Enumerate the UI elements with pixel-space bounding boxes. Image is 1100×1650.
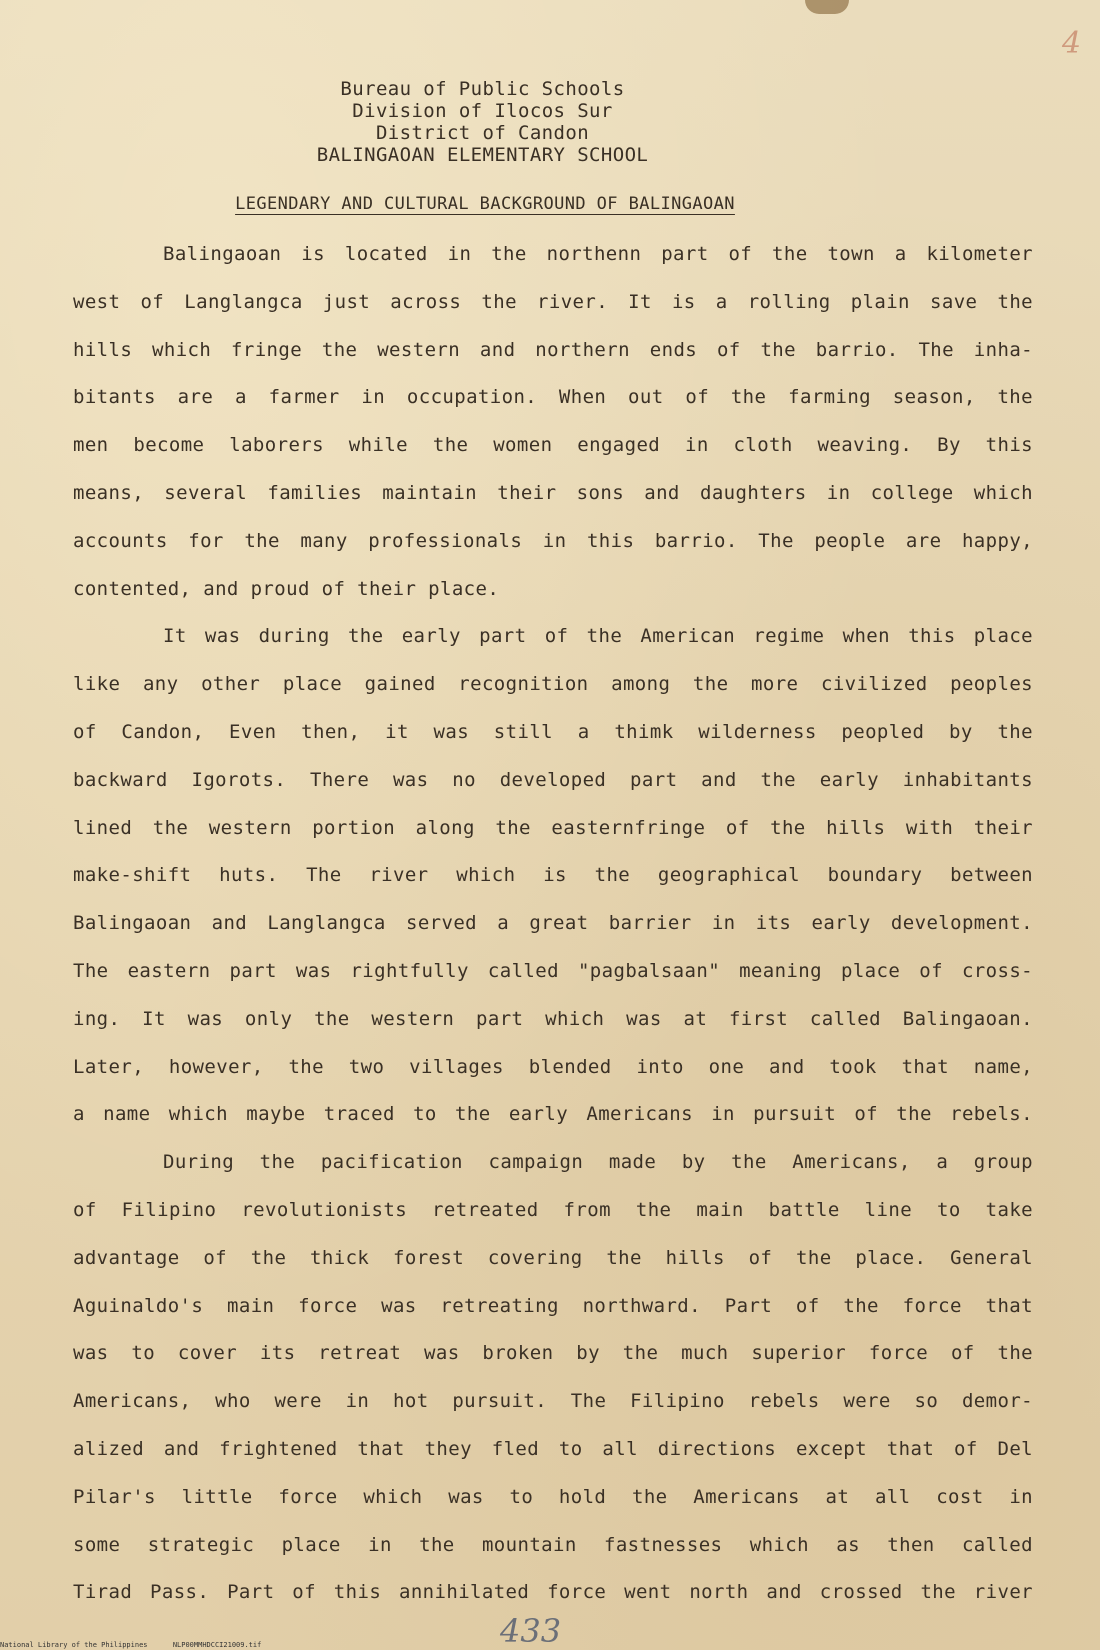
text-line: bitants are a farmer in occupation. When out of the farming season, the [73,386,1033,409]
paragraph [73,1151,1033,1629]
text-line: Balingaoan is located in the northenn part of the town a kilometer [163,243,1033,265]
text-line: alized and frightened that they fled to all directions except that of Del [73,1437,1033,1460]
footer-file-id: NLP00MMHDCCI21009.tif [172,1641,262,1649]
text-line: The eastern part was rightfully called "pagbalsaan" meaning place of cross- [73,959,1033,982]
document-header [180,78,785,166]
text-line: lined the western portion along the easternfringe of the hills with their [73,816,1033,839]
text-line: make-shift huts. The river which is the geographical boundary between [73,864,1033,887]
archive-footer [0,1641,261,1649]
header-line-district: District of Candon [375,122,590,144]
text-line: Balingaoan and Langlangca served a great barrier in its early development. [73,912,1033,935]
handwritten-page-number: 433 [500,1612,562,1650]
paper-stain [805,0,849,14]
paragraph [73,243,1033,625]
text-line: It was during the early part of the American regime when this place [163,625,1033,648]
text-line: men become laborers while the women engaged in cloth weaving. By this [73,434,1033,457]
text-line: Pilar's little force which was to hold the Americans at all cost in [73,1485,1033,1508]
header-line-division: Division of Ilocos Sur [352,100,613,122]
text-line: some strategic place in the mountain fastnesses which as then called [73,1533,1033,1556]
text-line: hills which fringe the western and northern ends of the barrio. The inha- [73,338,1033,361]
document-title: LEGENDARY AND CULTURAL BACKGROUND OF BALINGAOAN [235,194,735,214]
text-line: contented, and proud of their place. [73,577,500,600]
header-line-school: BALINGAOAN ELEMENTARY SCHOOL [316,144,649,166]
text-line: ing. It was only the western part which was at first called Balingaoan. [73,1007,1033,1030]
text-line: like any other place gained recognition among the more civilized peoples [73,673,1033,696]
text-line: of Candon, Even then, it was still a thimk wilderness peopled by the [73,720,1033,743]
text-line: Tirad Pass. Part of this annihilated force went north and crossed the river [73,1581,1033,1604]
document-body [73,243,1033,1629]
text-line: Americans, who were in hot pursuit. The Filipino rebels were so demor- [73,1390,1033,1413]
text-line: Later, however, the two villages blended into one and took that name, [73,1055,1033,1078]
text-line: accounts for the many professionals in this barrio. The people are happy, [73,529,1033,552]
text-line: backward Igorots. There was no developed part and the early inhabitants [73,768,1033,791]
text-line: advantage of the thick forest covering the hills of the place. General [73,1246,1033,1269]
handwritten-corner-mark: 4 [1062,26,1082,61]
text-line: Aguinaldo's main force was retreating northward. Part of the force that [73,1294,1033,1317]
header-line-bureau: Bureau of Public Schools [340,78,625,100]
text-line: of Filipino revolutionists retreated from the main battle line to take [73,1198,1033,1221]
paragraph [73,625,1033,1151]
text-line: means, several families maintain their sons and daughters in college which [73,481,1033,504]
text-line: a name which maybe traced to the early Americans in pursuit of the rebels. [73,1103,1033,1126]
footer-library: National Library of the Philippines [0,1641,148,1649]
text-line: was to cover its retreat was broken by the much superior force of the [73,1342,1033,1365]
text-line: west of Langlangca just across the river. It is a rolling plain save the [73,290,1033,313]
text-line: During the pacification campaign made by the Americans, a group [163,1151,1033,1174]
